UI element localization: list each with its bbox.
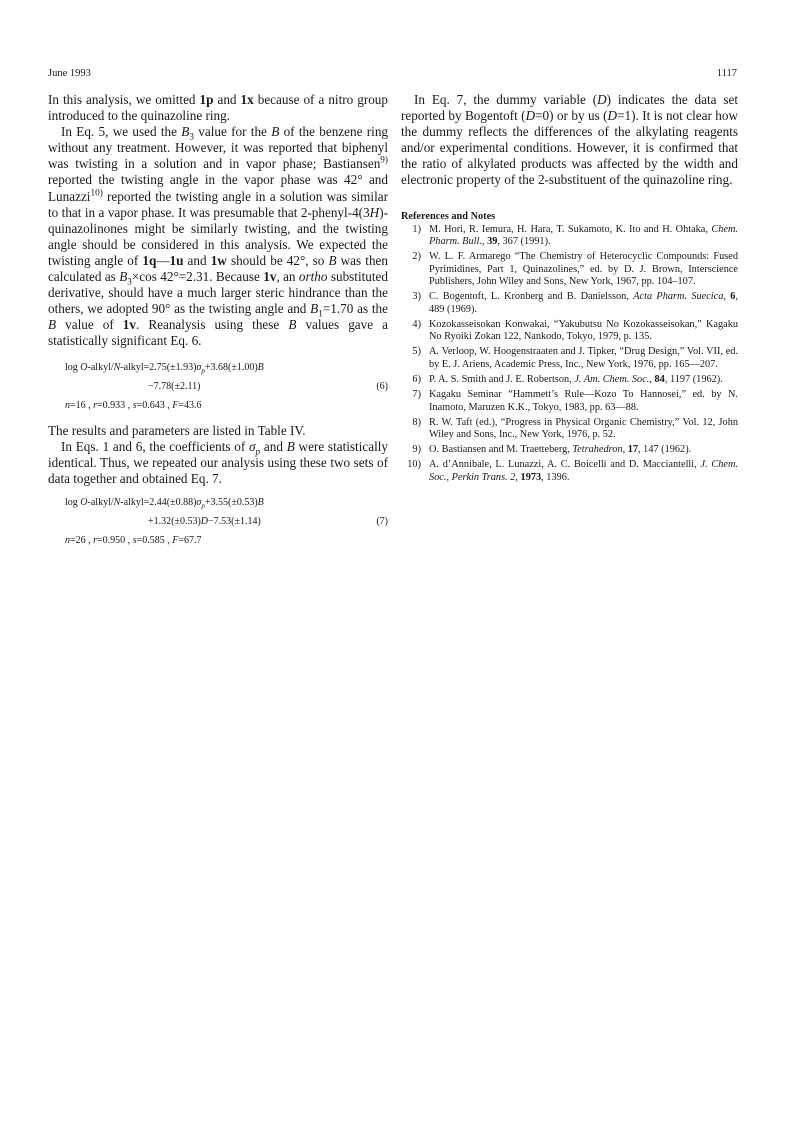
right-column bbox=[401, 92, 738, 487]
reference-item: 4) Kozokasseisokan Konwakai, “Yakubutsu No Kozokasseisokan,” Kagaku No Ryoiki Zokan 122, Nankodo, Tokyo, 1979, p. 135. bbox=[401, 319, 738, 344]
reference-item: 3) C. Bogentoft, L. Kronberg and B. Danielsson, Acta Pharm. Suecica, 6, 489 (1969). bbox=[401, 291, 738, 316]
reference-number: 1) bbox=[412, 223, 421, 235]
reference-item: 8) R. W. Taft (ed.), “Progress in Physical Organic Chemistry,” Vol. 12, John Wiley and Sons, Inc., New York, 1976, p. 52. bbox=[401, 417, 738, 442]
references-list bbox=[401, 224, 738, 485]
equation-6-line-2: −7.78(±2.11) (6) bbox=[148, 377, 388, 396]
equation-6-number: (6) bbox=[376, 380, 388, 392]
left-column bbox=[48, 92, 388, 550]
reference-number: 3) bbox=[412, 291, 421, 303]
equation-7-line-1: $\log O-alkyl/N-alkyl=2.44(\pm 0.88)\sigma_p+3.55(\pm 0.53)B$ bbox=[65, 496, 264, 510]
reference-item: 7) Kagaku Seminar “Hammett’s Rule—Kozo To Hannosei,” ed. by N. Inamoto, Maruzen K.K., Tokyo, 1983, pp. 63—88. bbox=[401, 389, 738, 414]
reference-number: 10) bbox=[407, 459, 421, 471]
reference-item: 10) A. d’Annibale, L. Lunazzi, A. C. Boicelli and D. Macciantelli, J. Chem. Soc., Perkin Trans. 2, 1973, 1396. bbox=[401, 459, 738, 484]
reference-number: 4) bbox=[412, 318, 421, 330]
reference-number: 7) bbox=[412, 389, 421, 401]
equation-7-line-2: +1.32(±0.53)D−7.53(±1.14) (7) bbox=[148, 512, 388, 531]
reference-item: 1) M. Hori, R. Iemura, H. Hara, T. Sukamoto, K. Ito and H. Ohtaka, Chem. Pharm. Bull., 39, 367 (1991). bbox=[401, 224, 738, 249]
paragraph-coefficients: In Eqs. 1 and 6, the coefficients of $\sigma_p$ and B were statistically identical. Thus, we repeated our analysis using these two sets of data together and obtained Eq. 7. bbox=[48, 438, 388, 486]
equation-6-statistics: n=16 , r=0.933 , s=0.643 , F=43.6 bbox=[65, 399, 202, 411]
reference-number: 2) bbox=[412, 251, 421, 263]
reference-number: 8) bbox=[412, 416, 421, 428]
paragraph-dummy-variable: In Eq. 7, the dummy variable (D) indicates the data set reported by Bogentoft (D=0) or by us (D=1). It is not clear how the dummy reflects the differences of the alkylating reagents and/or experimental conditions. However, it is confirmed that the ratio of alkylated products was affected by the width and electronic property of the 2-substituent of the quinazoline ring. bbox=[401, 92, 738, 188]
paragraph-results: The results and parameters are listed in Table IV. bbox=[48, 422, 306, 438]
reference-item: 2) W. L. F. Armarego “The Chemistry of Heterocyclic Compounds: Fused Pyrimidines, Part 1, Quinazolines,” ed. by D. J. Brown, Interscience Publishers, John Wiley and Sons, New York, 1967, pp. 104–107. bbox=[401, 251, 738, 289]
references-heading: References and Notes bbox=[401, 210, 496, 222]
equation-7-number: (7) bbox=[376, 515, 388, 527]
header-date: June 1993 bbox=[48, 68, 91, 79]
reference-item: 5) A. Verloop, W. Hoogenstraaten and J. Tipker, “Drug Design,” Vol. VII, ed. by E. J. Ariens, Academic Press, Inc., New York, 1976, pp. 165—207. bbox=[401, 346, 738, 371]
reference-number: 5) bbox=[412, 346, 421, 358]
reference-item: 6) P. A. S. Smith and J. E. Robertson, J. Am. Chem. Soc., 84, 1197 (1962). bbox=[401, 374, 738, 387]
header-page-number: 1117 bbox=[716, 68, 737, 79]
paragraph-omitted-compounds: In this analysis, we omitted 1p and 1x because of a nitro group introduced to the quinazoline ring. bbox=[48, 92, 388, 124]
reference-item: 9) O. Bastiansen and M. Traetteberg, Tetrahedron, 17, 147 (1962). bbox=[401, 444, 738, 457]
paragraph-twisting-angle: In Eq. 5, we used the $B_3$ value for the B of the benzene ring without any treatment. However, it was reported that biphenyl was twisting in a solution and in vapor phase; Bastiansen$^{9)}$ reported the twisting angle in the vapor phase was 42° and Lunazzi$^{10)}$ reported the twisting angle in a solution was similar to that in a vapor phase. It was presumable that 2-phenyl-4(3H)-quinazolinones might be similarly twisting, and the twisting angle should be considered in this analysis. We expected the twisting angle of 1q—1u and 1w should be 42°, so B was then calculated as $B_3\times\cos$ 42°=2.31. Because 1v, an ortho substituted derivative, should have a much larger steric hindrance than the others, we adopted 90° as the twisting angle and $B_1=1.70$ as the B value of 1v. Reanalysis using these B values gave a statistically significant Eq. 6. bbox=[48, 124, 389, 349]
equation-6-line-1: $\log O-alkyl/N-alkyl=2.75(\pm 1.93)\sigma_p+3.68(\pm 1.00)B$ bbox=[65, 361, 264, 375]
equation-7-statistics: n=26 , r=0.950 , s=0.585 , F=67.7 bbox=[65, 534, 202, 546]
reference-number: 6) bbox=[412, 374, 421, 386]
reference-number: 9) bbox=[412, 444, 421, 456]
